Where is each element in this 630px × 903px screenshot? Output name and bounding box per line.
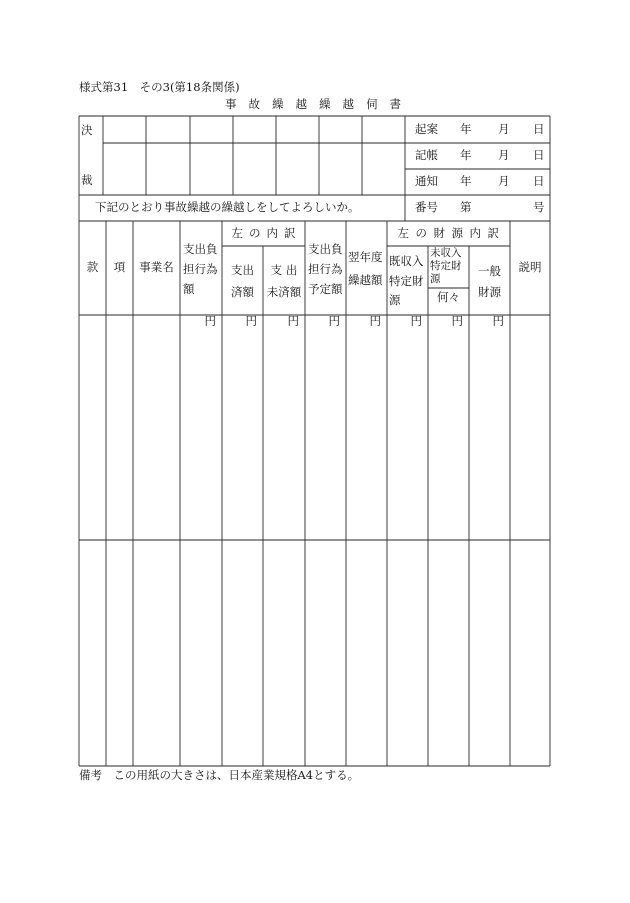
year-label: 年	[460, 122, 472, 136]
date-row-label: 通知	[415, 174, 438, 188]
header-line: 既収入	[389, 254, 424, 268]
date-row-label: 起案	[415, 122, 438, 136]
header-line: 支 出	[270, 263, 298, 277]
number-prefix: 第	[460, 200, 472, 214]
footer-note: 備考 この用紙の大きさは、日本産業規格A4とする。	[79, 768, 360, 782]
date-row-label: 記帳	[415, 148, 438, 162]
yen-unit-label: 円	[245, 314, 257, 328]
yen-unit-label: 円	[328, 314, 340, 328]
kessai-label-top: 決	[81, 123, 93, 137]
header-line: 繰越額	[348, 273, 383, 287]
yen-unit-label: 円	[410, 314, 422, 328]
document-title: 事故繰越繰越伺書	[225, 97, 413, 111]
yen-unit-label: 円	[492, 314, 504, 328]
header-line: 特定財	[389, 274, 424, 288]
yen-unit-label: 円	[369, 314, 381, 328]
header-kou: 項	[113, 260, 126, 274]
header-explanation: 説明	[518, 260, 542, 274]
approval-statement: 下記のとおり事故繰越の繰越しをしてよろしいか。	[95, 200, 360, 214]
header-line: 特定財	[430, 260, 462, 272]
header-line: 翌年度	[348, 250, 383, 264]
day-label: 日	[533, 174, 545, 188]
yen-unit-label: 円	[287, 314, 299, 328]
header-breakdown-group: 左の内訳	[231, 226, 302, 240]
header-line: 源	[430, 273, 441, 285]
main-table-lines	[79, 221, 550, 766]
header-line: 支出	[231, 263, 254, 277]
form-number-label: 様式第31 その3(第18条関係)	[79, 80, 240, 94]
header-kan: 款	[86, 260, 99, 274]
header-line: 担行為	[183, 262, 218, 276]
year-label: 年	[460, 174, 472, 188]
header-line: 支出負	[308, 242, 343, 256]
number-suffix: 号	[533, 200, 545, 214]
header-line: 支出負	[183, 242, 218, 256]
header-line: 予定額	[308, 282, 343, 296]
month-label: 月	[498, 122, 510, 136]
header-line: 財源	[478, 285, 501, 299]
yen-unit-label: 円	[204, 314, 216, 328]
header-line: 担行為	[308, 262, 343, 276]
day-label: 日	[533, 148, 545, 162]
number-row-label: 番号	[415, 200, 438, 214]
month-label: 月	[498, 148, 510, 162]
header-line: 済額	[231, 285, 254, 299]
yen-unit-label: 円	[451, 314, 463, 328]
day-label: 日	[533, 122, 545, 136]
month-label: 月	[498, 174, 510, 188]
header-funding-group: 左の財源内訳	[397, 226, 506, 240]
header-line: 額	[183, 282, 195, 296]
kessai-label-bottom: 裁	[81, 173, 93, 187]
header-project-name: 事業名	[139, 260, 174, 274]
header-unreceived-detail: 何々	[437, 290, 460, 304]
header-line: 未収入	[430, 247, 462, 259]
year-label: 年	[460, 148, 472, 162]
header-line: 源	[389, 293, 401, 307]
header-line: 一般	[478, 264, 501, 278]
header-line: 未済額	[266, 285, 302, 299]
